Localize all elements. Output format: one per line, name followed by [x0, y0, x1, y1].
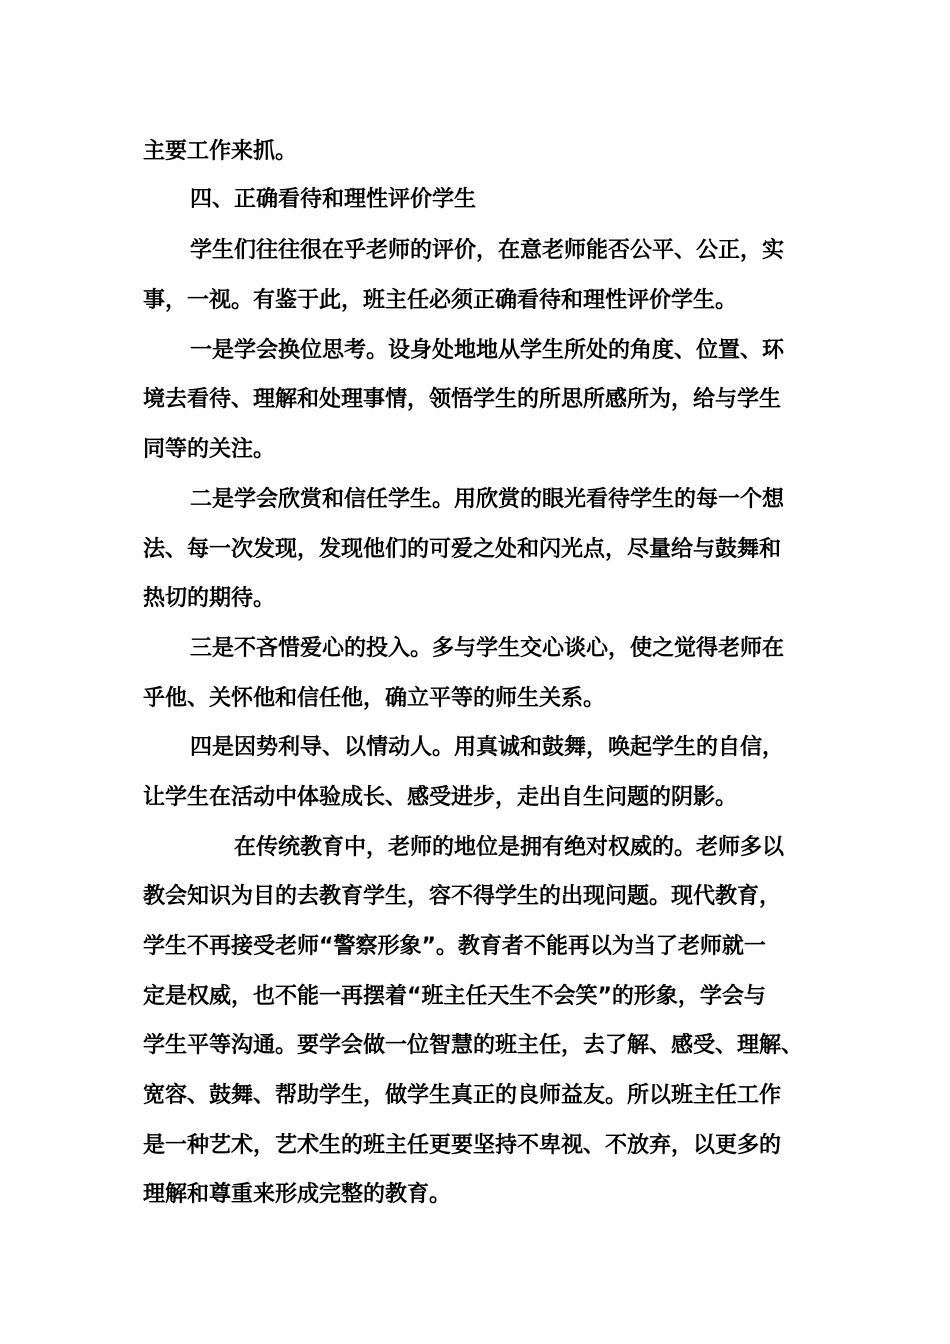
text-line: 境去看待、理解和处理事情，领悟学生的所思所感所为，给与学生	[143, 387, 782, 412]
text-line: 三是不吝惜爱心的投入。多与学生交心谈心，使之觉得老师在	[190, 636, 785, 661]
text-line: 二是学会欣赏和信任学生。用欣赏的眼光看待学生的每一个想	[190, 487, 785, 512]
text-line: 四是因势利导、以情动人。用真诚和鼓舞，唤起学生的自信，	[190, 735, 785, 760]
text-line: 定是权威，也不能一再摆着“班主任天生不会笑”的形象，学会与	[143, 984, 766, 1009]
text-line: 理解和尊重来形成完整的教育。	[143, 1182, 452, 1207]
text-line: 同等的关注。	[143, 437, 276, 462]
text-line: 法、每一次发现，发现他们的可爱之处和闪光点，尽量给与鼓舞和	[143, 537, 782, 562]
text-line: 热切的期待。	[143, 586, 276, 611]
text-line: 是一种艺术，艺术生的班主任更要坚持不卑视、不放弃，以更多的	[143, 1133, 782, 1158]
text-line: 主要工作来抓。	[143, 139, 298, 164]
text-line: 学生不再接受老师“警察形象”。教育者不能再以为当了老师就一	[143, 934, 766, 959]
text-line: 学生们往往很在乎老师的评价，在意老师能否公平、公正，实	[190, 238, 785, 263]
text-line: 学生平等沟通。要学会做一位智慧的班主任，去了解、感受、理解、	[143, 1033, 804, 1058]
text-line: 一是学会换位思考。设身处地地从学生所处的角度、位置、环	[190, 338, 785, 363]
section-heading: 四、正确看待和理性评价学生	[190, 187, 477, 212]
text-line: 事，一视。有鉴于此，班主任必须正确看待和理性评价学生。	[143, 288, 738, 313]
text-line: 让学生在活动中体验成长、感受进步，走出自生问题的阴影。	[143, 785, 738, 810]
text-line: 宽容、鼓舞、帮助学生，做学生真正的良师益友。所以班主任工作	[143, 1083, 782, 1108]
text-line: 乎他、关怀他和信任他，确立平等的师生关系。	[143, 686, 606, 711]
text-line: 教会知识为目的去教育学生，容不得学生的出现问题。现代教育，	[143, 884, 782, 909]
text-line: 在传统教育中，老师的地位是拥有绝对权威的。老师多以	[234, 835, 785, 860]
